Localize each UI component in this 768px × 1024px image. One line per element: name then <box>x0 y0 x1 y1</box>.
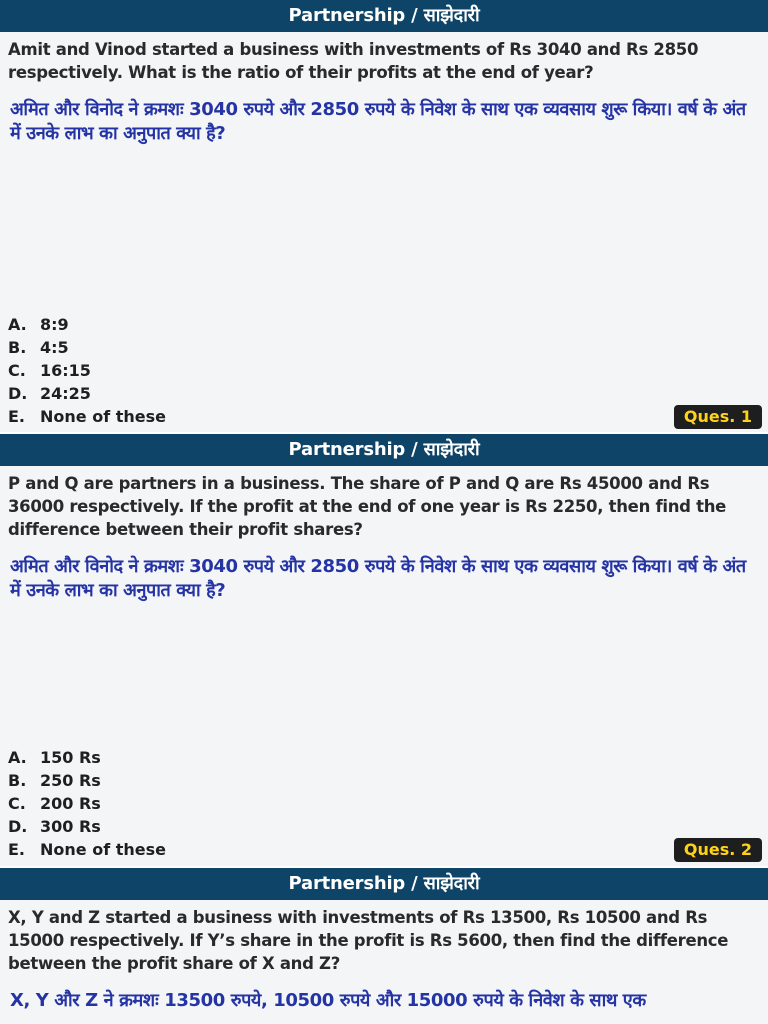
question-text-english: X, Y and Z started a business with investments of Rs 13500, Rs 10500 and Rs 15000 respectively. If Y’s share in the profit is Rs 5600, then find the difference between the profit share of X and Z? <box>8 908 729 973</box>
option-c[interactable] <box>8 792 166 815</box>
question-card-1 <box>0 0 768 432</box>
option-text: 4:5 <box>40 338 69 357</box>
option-letter: E. <box>8 840 26 859</box>
option-letter: D. <box>8 817 28 836</box>
option-a[interactable] <box>8 746 166 769</box>
card-header: Partnership / साझेदारी <box>0 0 768 32</box>
option-letter: D. <box>8 384 28 403</box>
question-number-badge: Ques. 1 <box>674 405 762 429</box>
option-d[interactable] <box>8 382 166 405</box>
question-text-hindi: अमित और विनोद ने क्रमशः 3040 रुपये और 2850 रुपये के निवेश के साथ एक व्यवसाय शुरू किया। वर्ष के अंत में उनके लाभ का अनुपात क्या है? <box>10 556 746 601</box>
option-text: 150 Rs <box>40 748 101 767</box>
options-list <box>8 746 166 861</box>
option-text: 16:15 <box>40 361 91 380</box>
card-header: Partnership / साझेदारी <box>0 434 768 466</box>
option-text: None of these <box>40 407 166 426</box>
question-text-english: P and Q are partners in a business. The share of P and Q are Rs 45000 and Rs 36000 respectively. If the profit at the end of one year is Rs 2250, then find the difference between their profit shares? <box>8 474 727 539</box>
option-letter: E. <box>8 407 26 426</box>
option-d[interactable] <box>8 815 166 838</box>
options-list <box>8 313 166 428</box>
question-text-english: Amit and Vinod started a business with investments of Rs 3040 and Rs 2850 respectively. What is the ratio of their profits at the end of year? <box>8 40 699 82</box>
option-letter: C. <box>8 361 26 380</box>
option-e[interactable] <box>8 405 166 428</box>
option-letter: B. <box>8 338 27 357</box>
option-text: None of these <box>40 840 166 859</box>
option-e[interactable] <box>8 838 166 861</box>
option-text: 200 Rs <box>40 794 101 813</box>
option-letter: A. <box>8 748 27 767</box>
option-text: 300 Rs <box>40 817 101 836</box>
question-number-badge: Ques. 2 <box>674 838 762 862</box>
option-b[interactable] <box>8 769 166 792</box>
card-header: Partnership / साझेदारी <box>0 868 768 900</box>
option-text: 8:9 <box>40 315 69 334</box>
option-text: 250 Rs <box>40 771 101 790</box>
question-card-3 <box>0 868 768 1024</box>
option-text: 24:25 <box>40 384 91 403</box>
option-c[interactable] <box>8 359 166 382</box>
question-text-hindi: अमित और विनोद ने क्रमशः 3040 रुपये और 2850 रुपये के निवेश के साथ एक व्यवसाय शुरू किया। वर्ष के अंत में उनके लाभ का अनुपात क्या है? <box>10 99 746 144</box>
option-letter: B. <box>8 771 27 790</box>
option-b[interactable] <box>8 336 166 359</box>
option-letter: C. <box>8 794 26 813</box>
question-text-hindi: X, Y और Z ने क्रमशः 13500 रुपये, 10500 रुपये और 15000 रुपये के निवेश के साथ एक <box>10 990 646 1011</box>
question-card-2 <box>0 434 768 866</box>
option-a[interactable] <box>8 313 166 336</box>
option-letter: A. <box>8 315 27 334</box>
